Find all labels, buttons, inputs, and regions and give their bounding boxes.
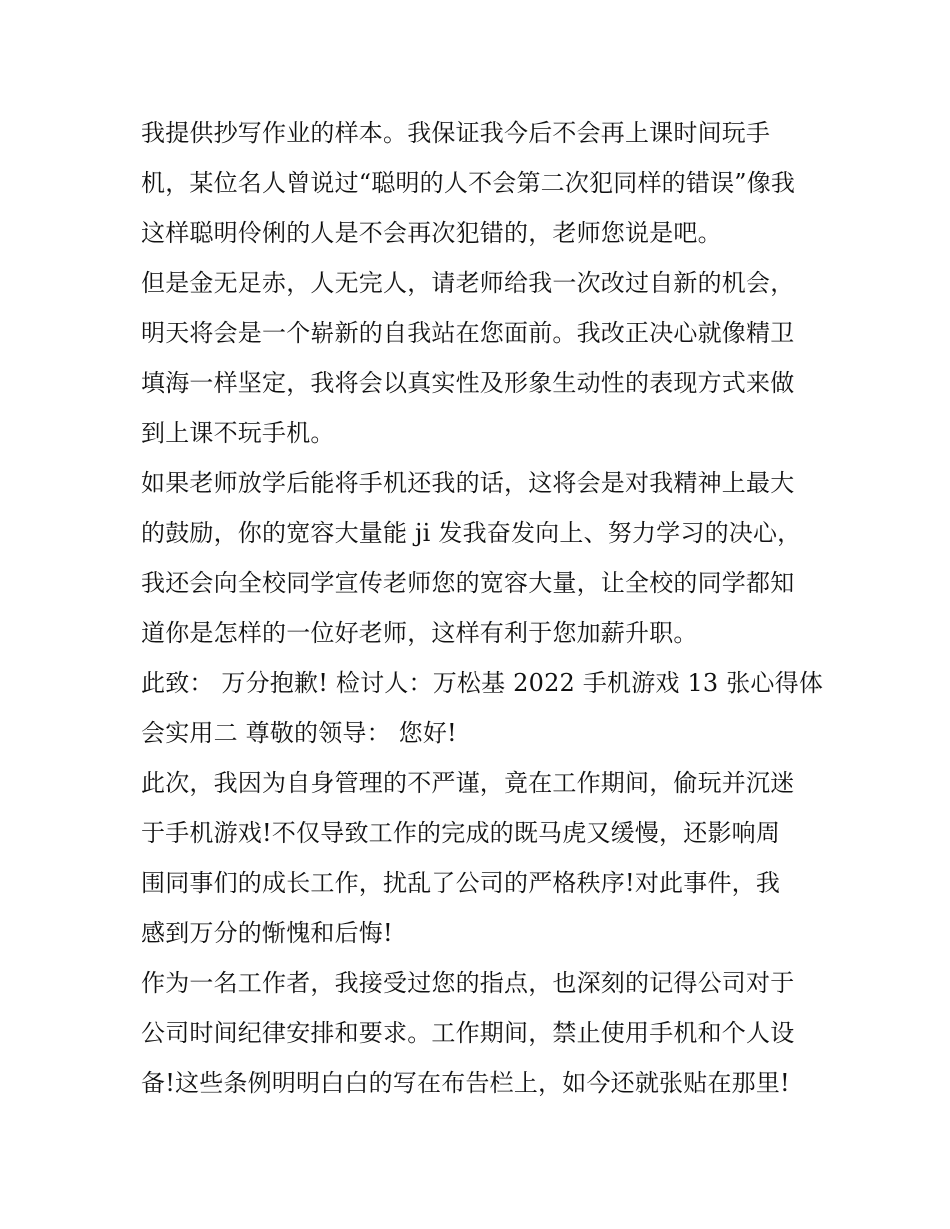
text-line: 明天将会是一个崭新的自我站在您面前。我改正决心就像精卫 bbox=[141, 319, 795, 347]
text-line: 我还会向全校同学宣传老师您的宽容大量，让全校的同学都知 bbox=[141, 569, 795, 597]
text-line: 道你是怎样的一位好老师，这样有利于您加薪升职。 bbox=[141, 619, 698, 647]
text-line: 但是金无足赤，人无完人，请老师给我一次改过自新的机会， bbox=[141, 269, 795, 297]
text-line: 的鼓励，你的宽容大量能 ji 发我奋发向上、努力学习的决心， bbox=[141, 519, 802, 547]
text-line: 围同事们的成长工作，扰乱了公司的严格秩序!对此事件，我 bbox=[141, 869, 781, 897]
text-line: 此次，我因为自身管理的不严谨，竟在工作期间，偷玩并沉迷 bbox=[141, 769, 795, 797]
text-line: 作为一名工作者，我接受过您的指点，也深刻的记得公司对于 bbox=[141, 969, 795, 997]
text-line: 感到万分的惭愧和后悔! bbox=[141, 919, 393, 947]
text-line: 公司时间纪律安排和要求。工作期间，禁止使用手机和个人设 bbox=[141, 1019, 795, 1047]
text-line: 此致： 万分抱歉! 检讨人：万松基 2022 手机游戏 13 张心得体 bbox=[141, 669, 824, 697]
document-body bbox=[141, 108, 824, 1108]
text-line: 备!这些条例明明白白的写在布告栏上，如今还就张贴在那里! bbox=[141, 1069, 790, 1097]
text-line: 我提供抄写作业的样本。我保证我今后不会再上课时间玩手 bbox=[141, 119, 771, 147]
text-line: 到上课不玩手机。 bbox=[141, 419, 335, 447]
text-line: 填海一样坚定，我将会以真实性及形象生动性的表现方式来做 bbox=[141, 369, 795, 397]
text-line: 机，某位名人曾说过“聪明的人不会第二次犯同样的错误”像我 bbox=[141, 169, 796, 197]
text-line: 这样聪明伶俐的人是不会再次犯错的，老师您说是吧。 bbox=[141, 219, 722, 247]
text-line: 于手机游戏!不仅导致工作的完成的既马虎又缓慢，还影响周 bbox=[141, 819, 781, 847]
text-line: 会实用二 尊敬的领导： 您好! bbox=[141, 719, 457, 747]
text-line: 如果老师放学后能将手机还我的话，这将会是对我精神上最大 bbox=[141, 469, 795, 497]
